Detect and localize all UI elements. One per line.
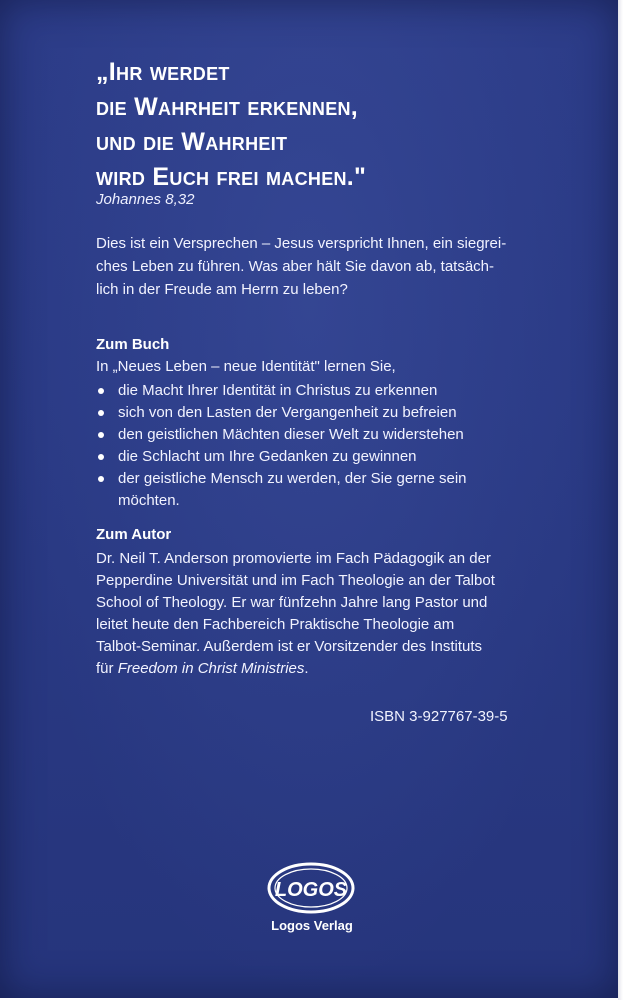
quote-line: wird Euch frei machen." <box>96 163 367 191</box>
page-edge <box>618 0 623 1000</box>
list-item: der geistliche Mensch zu werden, der Sie gerne sein möchten. <box>96 468 536 512</box>
list-item: die Schlacht um Ihre Gedanken zu gewinnen <box>96 446 536 468</box>
author-section-title: Zum Autor <box>96 526 172 543</box>
bio-line: School of Theology. Er war fünfzehn Jahre lang Pastor und <box>96 594 488 611</box>
intro-line: lich in der Freude am Herrn zu leben? <box>96 281 348 298</box>
quote-reference: Johannes 8,32 <box>96 191 195 208</box>
list-item: die Macht Ihrer Identität in Christus zu erkennen <box>96 380 536 402</box>
logos-logo-icon <box>266 856 356 916</box>
bullet-icon <box>98 432 104 438</box>
bio-line: Talbot-Seminar. Außerdem ist er Vorsitzender des Instituts <box>96 638 483 655</box>
bullet-icon <box>98 454 104 460</box>
publisher-name: Logos Verlag <box>271 918 353 933</box>
intro-paragraph <box>96 232 536 301</box>
book-section-title: Zum Buch <box>96 336 170 353</box>
quote-line: die Wahrheit erkennen, <box>96 93 359 121</box>
quote-line: und die Wahrheit <box>96 128 288 156</box>
intro-line: Dies ist ein Versprechen – Jesus verspricht Ihnen, ein siegrei- <box>96 235 507 252</box>
logo-wordmark: LOGOS <box>274 879 348 901</box>
bio-line: für Freedom in Christ Ministries. <box>96 660 309 677</box>
bio-line: Pepperdine Universität und im Fach Theologie an der Talbot <box>96 572 495 589</box>
bio-line: leitet heute den Fachbereich Praktische Theologie am <box>96 616 455 633</box>
bio-line: Dr. Neil T. Anderson promovierte im Fach Pädagogik an der <box>96 550 491 567</box>
bullet-icon <box>98 410 104 416</box>
bullet-icon <box>98 476 104 482</box>
intro-line: ches Leben zu führen. Was aber hält Sie davon ab, tatsäch- <box>96 258 495 275</box>
book-intro-text: In „Neues Leben – neue Identität" lernen Sie, <box>96 358 396 375</box>
bible-quote <box>96 55 536 195</box>
author-bio <box>96 548 536 680</box>
book-bullet-list <box>96 380 536 512</box>
ministry-name: Freedom in Christ Ministries <box>117 660 305 677</box>
quote-line: „Ihr werdet <box>96 58 230 86</box>
list-item: sich von den Lasten der Vergangenheit zu befreien <box>96 402 536 424</box>
list-item: den geistlichen Mächten dieser Welt zu widerstehen <box>96 424 536 446</box>
bullet-icon <box>98 388 104 394</box>
isbn-number: ISBN 3-927767-39-5 <box>370 708 508 725</box>
